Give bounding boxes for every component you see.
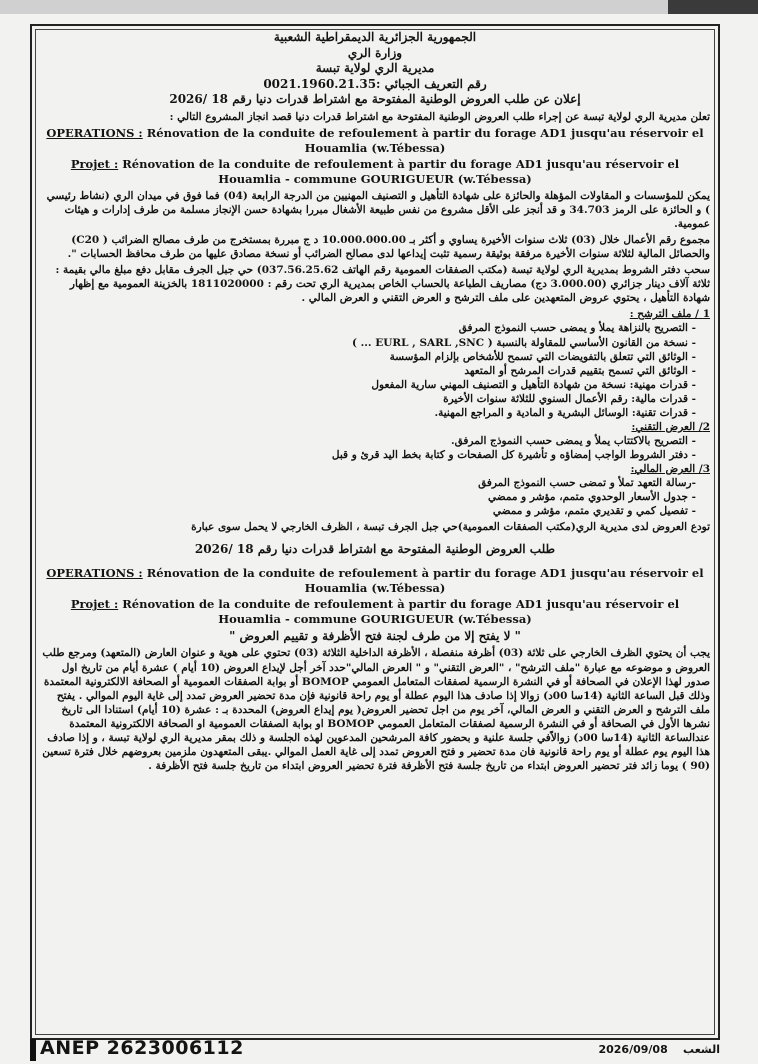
financial-item: - تفصيل كمي و تقديري متمم، مؤشر و ممضي [492,505,696,518]
projet-block-2 [40,597,710,626]
operation-label: OPERATIONS : [46,566,143,580]
turnover-paragraph: مجموع رقم الأعمال خلال (03) ثلاث سنوات الأخيرة يساوي و أكثر بـ 10.000.000.00 د ج مبررة بمستخرج من طرف مصالح الضرائب ( C20) والحصائل المالية لثلاثة سنوات الأخيرة مرفقة بوثيقة رسمية تثبت إيداعها لدى مصالح الضرائب أو نسخة مصادق عليها من طرف محافظ الحسابات ". [67,234,710,261]
technical-item: - دفتر الشروط الواجب إمضاؤه و تأشيرة كل الصفحات و كتابة بخط اليد قرئ و قبل [331,449,696,462]
eligibility-paragraph: يمكن للمؤسسات و المقاولات المؤهلة والحائزة على شهادة التأهيل و التصنيف المهنيين من الدرجة الرابعة (04) فما فوق في ميدان الري (نشاط رئيسي ) و الحائزة على الرمز 34.703 و قد أنجز على الأقل مشروع من نفس طبيعة الأشغال مبررا بشهادة حسن الإنجاز مسلمة من طرف إدارات و هيئات عمومية. [46,189,710,231]
projet-label: Projet : [70,157,119,172]
fiscal-id: رقم التعريف الجبائي :0021.1960.21.35 [263,76,487,91]
financial-item: - جدول الأسعار الوحدوي متمم، مؤشر و ممضي [487,491,696,504]
section-financial-title: 3/ العرض المالي: [630,463,710,476]
specifications-paragraph: سحب دفتر الشروط بمديرية الري لولاية تبسة (مكتب الصفقات العمومية رقم الهاتف 037.56.25.62) حي جبل الجرف مقابل دفع مبلغ مالي بقيمة : ثلاثة آلاف دينار جزائري (3.000.00 دج) مصاريف الطباعة بالحساب الخاص بمديرية الري تحت رقم : 1811020000 بالخزينة العمومية مع إظهار شهادة التأهيل ، يحتوي عروض المتعهدين على ملف الترشح و العرض التقني و العرض المالي . [55,264,710,305]
operation-text: Rénovation de la conduite de refoulement à partir du forage AD1 jusqu'au réservoir el Houamlia (w.Tébessa) [146,566,704,595]
republic-title: الجمهورية الجزائرية الديمقراطية الشعبية [273,30,477,44]
section-technical-title: 2/ العرض التقني: [631,420,710,433]
envelope-quote: " لا يفتح إلا من طرف لجنة فتح الأظرفة و تقييم العروض " [229,628,521,643]
second-notice-title: طلب العروض الوطنية المفتوحة مع اشتراط قدرات دنيا رقم 18 /2026 [194,542,556,557]
financial-item: -رسالة التعهد تملأ و تمضى حسب النموذج المرفق [478,477,696,490]
candidacy-item: - التصريح بالنزاهة يملأ و يمضى حسب النموذج المرفق [458,322,696,335]
candidacy-item: - قدرات مالية: رقم الأعمال السنوي للثلاثة سنوات الأخيرة [443,392,696,405]
projet-text: Rénovation de la conduite de refoulement à partir du forage AD1 jusqu'au réservoir el Houamlia - commune GOURIGUEUR (w.Tébessa) [122,597,680,627]
projet-label: Projet : [70,597,119,612]
deposit-text: تودع العروض لدى مديرية الري(مكتب الصفقات العمومية)حي جبل الجرف تبسة ، الظرف الخارجي لا يحمل سوى عبارة [191,521,710,534]
newspaper-name: الشعب [683,1042,720,1056]
ministry-name: وزارة الري [347,45,403,60]
envelope-paragraph: يجب أن يحتوي الظرف الخارجي على ثلاثة (03) أظرفة منفصلة ، الأظرفة الداخلية الثلاثة (03) تحتوي على هوية و عنوان العارض (المتعهد) ومرجع طلب العروض و موضوعه مع عبارة "ملف الترشح" ، "العرض التقني" و " العرض المالي"حدد آخر أجل لإيداع العروض (10 أيام ) عشرة أيام من تاريخ اول صدور لهذا الإعلان في الصحافة أو في النشرة الرسمية لصفقات المتعامل العمومي BOMOP أو بوابة الصفقات العمومية أو الصحافة الالكترونية المعتمدة وذلك قبل الساعة الثانية (14سا 00د) زوالا إذا صادف هذا اليوم عطلة أو يوم راحة قانونية فإن مدة تحضير العروض تمدد إلى غاية اليوم الموالي . يفتح ملف الترشح و العرض التقني و العرض المالي، آخر يوم من اجل تحضير العروض( يوم إيداع العروض) المحددة بـ : عشرة (10 أيام) استنادا الى تاريخ نشرها الأول في الصحافة أو في النشرة الرسمية لصفقات المتعامل العمومي BOMOP او بوابة الصفقات العمومية او الصحافة الالكترونية المعتمدة عندالساعة الثانية (14سا 00د) زوالاًفي جلسة علنية و بحضور كافة المرشحين المدعوين لهذه الجلسة و ذلك بمقر مديرية الري لولاية تبسة ، و إذا صادف هذا اليوم يوم عطلة أو يوم راحة قانونية فان مدة تحضير و فتح العروض تمدد إلى غاية العمل الموالي .يبقى المتعهدون ملزمين بعروضهم خلال فترة تسعين (90 ) يوما زائد فتر تحضير العروض ابتداء من تاريخ جلسة فتح الأظرفة فترة تحضير العروض ابتداء من تاريخ جلسة فتح الأظرفة . [42,647,710,772]
page-top-shadow [668,0,758,14]
anep-reference [30,1037,244,1061]
notice-title: إعلان عن طلب العروض الوطنية المفتوحة مع اشتراط قدرات دنيا رقم 18 /2026 [169,92,581,107]
notice-content [40,30,710,1030]
notice-footer [30,1036,720,1062]
projet-block-1 [40,157,710,186]
publication-date: 2026/09/08 [598,1042,668,1056]
page-top-strip [0,0,758,14]
anep-bar [30,1039,36,1061]
technical-item: - التصريح بالاكتتاب يملأ و يمضى حسب النموذج المرفق. [450,434,696,447]
candidacy-item: - نسخة من القانون الأساسي للمقاولة بالنسبة ( EURL , SARL ,SNC ... ) [351,336,696,349]
operation-block-1 [40,126,710,155]
projet-text: Rénovation de la conduite de refoulement à partir du forage AD1 jusqu'au réservoir el Houamlia - commune GOURIGUEUR (w.Tébessa) [122,157,680,187]
operation-label: OPERATIONS : [46,126,143,141]
operation-block-2 [40,566,710,595]
candidacy-item: - قدرات مهنية: نسخة من شهادة التأهيل و التصنيف المهني سارية المفعول [371,378,696,391]
publication-info [598,1043,720,1056]
candidacy-item: - الوثائق التي تتعلق بالتفويضات التي تسمح للأشخاص بإلزام المؤسسة [389,350,696,363]
candidacy-item: - قدرات تقنية: الوسائل البشرية و المادية و المراجع المهنية. [434,406,696,419]
section-candidacy-title: 1 / ملف الترشح : [629,308,710,321]
candidacy-item: - الوثائق التي تسمح بتقييم قدرات المرشح أو المتعهد [464,364,696,377]
intro-text: تعلن مديرية الري لولاية تبسة عن إجراء طلب العروض الوطنية المفتوحة مع اشتراط قدرات دنيا قصد انجاز المشروع التالي : [169,110,710,123]
anep-number: ANEP 2623006112 [40,1037,244,1060]
operation-text: Rénovation de la conduite de refoulement à partir du forage AD1 jusqu'au réservoir el Houamlia (w.Tébessa) [146,126,704,155]
directorate-name: مديرية الري لولاية تبسة [315,61,435,76]
